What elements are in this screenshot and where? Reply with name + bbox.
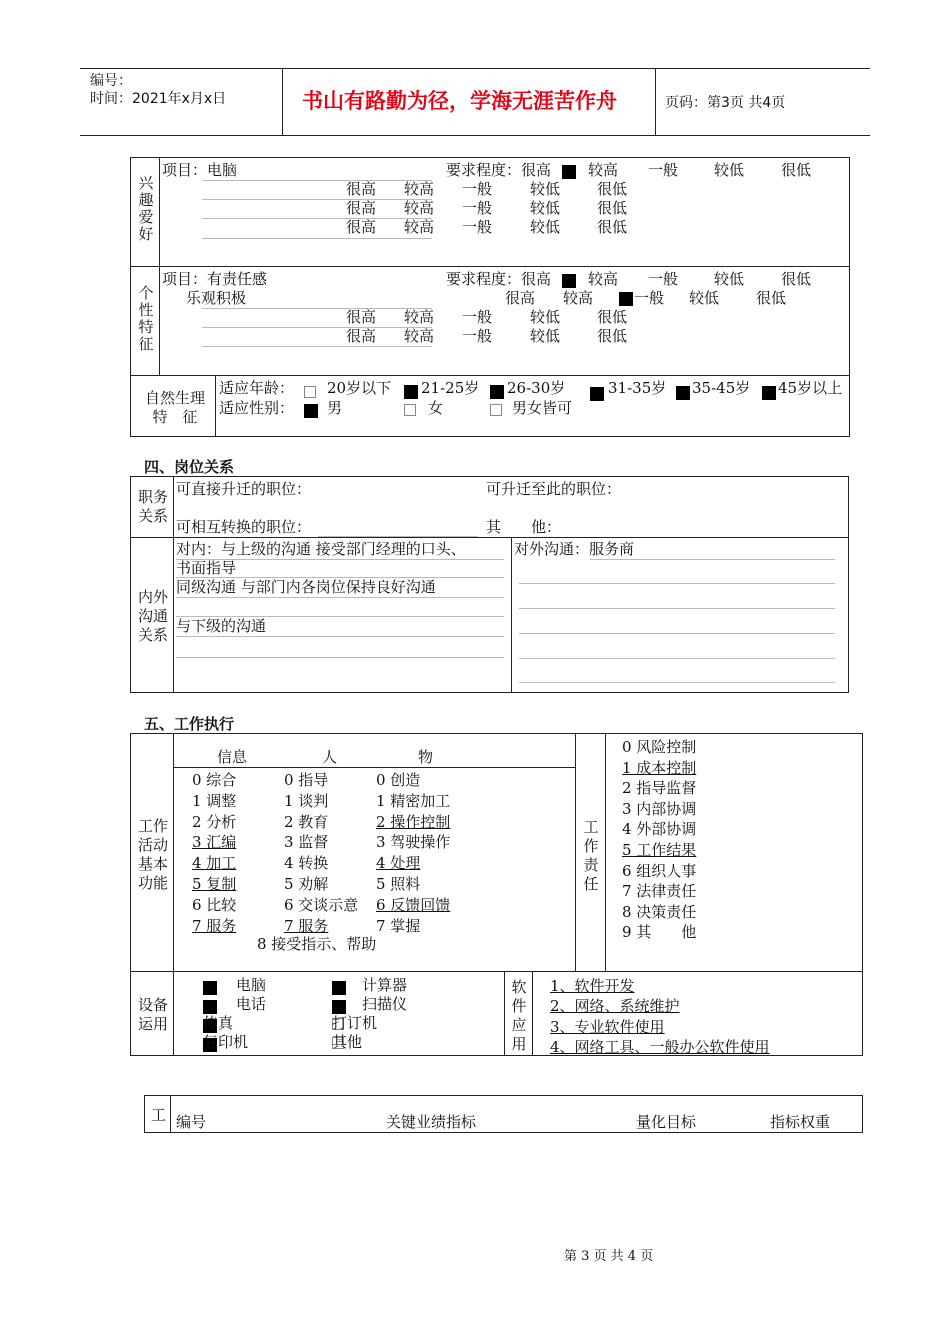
interest-row1-lower: 较低	[530, 180, 561, 198]
interest-row1-high: 很高	[346, 180, 377, 198]
equip-checkbox-phone[interactable]	[203, 1000, 217, 1014]
personality-req-label: 要求程度：很高	[446, 270, 552, 288]
info-item: 1 调整	[192, 791, 237, 810]
equip-scanner: 扫描仪	[362, 995, 408, 1013]
info-item: 6 比较	[192, 895, 237, 914]
interest-level-low: 很低	[781, 161, 812, 179]
section5-title: 五、工作执行	[144, 715, 235, 733]
interest-row1-higher: 较高	[404, 180, 435, 198]
kpi-header-weight: 指标权重	[770, 1113, 831, 1131]
interest-row3-higher: 较高	[404, 218, 435, 236]
section4-title: 四、岗位关系	[144, 458, 235, 476]
resp-side-label: 工作责任	[583, 818, 599, 893]
personality-row3-high: 很高	[346, 308, 377, 326]
equip-checkbox-computer[interactable]	[203, 981, 217, 995]
interest-side-label: 兴趣爱好	[136, 175, 155, 243]
personality-level-medium: 一般	[648, 270, 679, 288]
kpi-header-target: 量化目标	[636, 1113, 697, 1131]
other-label: 其 他：	[486, 518, 562, 536]
personality-level-lower: 较低	[714, 270, 745, 288]
responsibility-list	[622, 737, 696, 943]
interest-row2-medium: 一般	[462, 199, 493, 217]
interest-checkbox-high[interactable]	[562, 165, 576, 179]
sex-label: 适应性别：	[219, 399, 295, 417]
interest-row1-medium: 一般	[462, 180, 493, 198]
equip-calculator: 计算器	[362, 976, 408, 994]
personality-row4-medium: 一般	[462, 327, 493, 345]
comm-side-label: 内外沟通关系	[137, 588, 168, 644]
interest-level-medium: 一般	[648, 161, 679, 179]
kpi-table	[144, 1095, 863, 1133]
equip-phone: 电话	[236, 995, 267, 1013]
personality-row3-low: 很低	[597, 308, 628, 326]
soft-item: 1、软件开发	[550, 977, 635, 995]
age-26-30: 26-30岁	[507, 379, 566, 397]
info-item: 7 服务	[192, 916, 237, 935]
soft-side-label: 软件应用	[511, 978, 527, 1053]
age-checkbox-21-25[interactable]	[404, 385, 418, 399]
personality-level-higher: 较高	[588, 270, 619, 288]
interest-row3-high: 很高	[346, 218, 377, 236]
interest-row2-lower: 较低	[530, 199, 561, 217]
internal-upper-comm: 对内：与上级的沟通 接受部门经理的口头、	[176, 540, 466, 558]
kpi-header-indicator: 关键业绩指标	[386, 1113, 477, 1131]
soft-item: 4、网络工具、一般办公软件使用	[550, 1037, 770, 1056]
info-item: 4 加工	[192, 854, 237, 873]
resp-item: 0 风险控制	[622, 738, 697, 756]
interest-project: 项目：电脑	[162, 161, 238, 179]
sex-checkbox-male[interactable]	[304, 404, 318, 418]
things-item: 7 掌握	[376, 916, 421, 935]
interest-row1-low: 很低	[597, 180, 628, 198]
interest-level-higher: 较高	[588, 161, 619, 179]
sex-either: 男女皆可	[512, 399, 573, 417]
age-checkbox-26-30[interactable]	[490, 385, 504, 399]
personality-item2: 乐观积极	[186, 289, 247, 307]
interest-level-lower: 较低	[714, 161, 745, 179]
age-21-25: 21-25岁	[421, 379, 480, 397]
info-item: 5 复制	[192, 874, 237, 893]
page-number-label: 页码：第3页 共4页	[665, 95, 786, 111]
equip-checkbox-calculator[interactable]	[332, 981, 346, 995]
col-head-people: 人	[322, 748, 338, 766]
info-item: 0 综合	[192, 771, 237, 789]
col-head-things: 物	[418, 748, 434, 766]
people-item: 3 监督	[284, 833, 329, 852]
info-item: 2 分析	[192, 812, 237, 831]
doc-code-label: 编号：	[90, 73, 132, 89]
resp-item: 6 组织人事	[622, 861, 697, 880]
personality-item2-lower: 较低	[689, 289, 720, 307]
equip-stapler: 打订机	[332, 1014, 378, 1032]
age-under20: 20岁以下	[327, 379, 392, 397]
personality-row4-low: 很低	[597, 327, 628, 345]
interest-req-label: 要求程度：很高	[446, 161, 552, 179]
age-over45: 45岁以上	[778, 379, 843, 397]
resp-item: 8 决策责任	[622, 902, 697, 921]
sex-male: 男	[327, 399, 343, 417]
personality-row4-high: 很高	[346, 327, 377, 345]
equip-side-label: 设备运用	[137, 996, 168, 1033]
age-checkbox-35-45[interactable]	[676, 386, 690, 400]
func-side-label: 工作活动基本功能	[137, 817, 168, 892]
age-checkbox-over45[interactable]	[762, 386, 776, 400]
soft-item: 2、网络、系统维护	[550, 997, 680, 1016]
header-motto: 书山有路勤为径，学海无涯苦作舟	[302, 89, 617, 113]
personality-row4-lower: 较低	[530, 327, 561, 345]
equip-checkbox-scanner[interactable]	[332, 1000, 346, 1014]
personality-row3-lower: 较低	[530, 308, 561, 326]
people-item: 4 转换	[284, 854, 329, 873]
info-item: 3 汇编	[192, 833, 237, 852]
things-item: 4 处理	[376, 854, 421, 873]
age-31-35: 31-35岁	[608, 379, 667, 397]
lower-comm: 与下级的沟通	[176, 617, 267, 635]
resp-item: 2 指导监督	[622, 779, 697, 798]
resp-item: 4 外部协调	[622, 820, 697, 839]
interest-row2-higher: 较高	[404, 199, 435, 217]
sex-female: 女	[428, 399, 444, 417]
interest-row3-medium: 一般	[462, 218, 493, 236]
age-35-45: 35-45岁	[692, 379, 751, 397]
people-functions	[284, 770, 358, 936]
resp-item: 1 成本控制	[622, 758, 697, 777]
equip-fax: 传真	[203, 1014, 234, 1032]
personality-row3-medium: 一般	[462, 308, 493, 326]
age-checkbox-31-35[interactable]	[590, 387, 604, 401]
peer-comm: 同级沟通 与部门内各岗位保持良好沟通	[176, 578, 436, 596]
people-item: 1 谈判	[284, 791, 329, 810]
extra-function: 8 接受指示、帮助	[257, 935, 377, 953]
page-footer: 第 3 页 共 4 页	[564, 1249, 654, 1264]
promote-from-label: 可升迁至此的职位：	[486, 480, 622, 498]
people-item: 2 教育	[284, 812, 329, 831]
external-comm: 对外沟通：服务商	[514, 540, 635, 558]
transfer-label: 可相互转换的职位：	[176, 518, 312, 536]
things-item: 0 创造	[376, 771, 421, 789]
personality-checkbox-high[interactable]	[562, 274, 576, 288]
interest-row3-low: 很低	[597, 218, 628, 236]
interest-row3-lower: 较低	[530, 218, 561, 236]
personality-item2-medium: 一般	[634, 289, 665, 307]
personality-side-label: 个性特征	[136, 285, 155, 353]
personality-row4-higher: 较高	[404, 327, 435, 345]
resp-item: 7 法律责任	[622, 882, 697, 901]
people-item: 6 交谈示意	[284, 895, 359, 914]
personality-item2-higher: 较高	[563, 289, 594, 307]
equip-copier: 复印机	[203, 1033, 249, 1051]
info-functions	[192, 770, 272, 936]
sex-checkbox-either[interactable]	[490, 404, 502, 416]
interest-row2-high: 很高	[346, 199, 377, 217]
natural-side-label: 自然生理特 征	[144, 389, 205, 426]
age-label: 适应年龄：	[219, 379, 295, 397]
soft-item: 3、专业软件使用	[550, 1017, 665, 1036]
personality-project: 项目：有责任感	[162, 270, 268, 288]
personality-item2-low: 很低	[756, 289, 787, 307]
software-list	[550, 976, 770, 1057]
things-item: 3 驾驶操作	[376, 833, 451, 852]
internal-upper-comm-cont: 书面指导	[176, 559, 237, 577]
doc-time-label: 时间：2021年x月x日	[90, 91, 227, 107]
duty-side-label: 职务关系	[137, 488, 168, 525]
people-item: 5 劝解	[284, 874, 329, 893]
kpi-header-code: 编号	[176, 1113, 207, 1131]
people-item: 0 指导	[284, 771, 329, 789]
personality-item2-high: 很高	[505, 289, 536, 307]
sex-checkbox-female[interactable]	[404, 404, 416, 416]
people-item: 7 服务	[284, 916, 329, 935]
things-functions	[376, 770, 450, 936]
resp-item: 5 工作结果	[622, 840, 697, 859]
age-checkbox-under20[interactable]	[304, 386, 316, 398]
things-item: 6 反馈回馈	[376, 895, 451, 914]
equip-computer: 电脑	[236, 976, 267, 994]
resp-item: 3 内部协调	[622, 799, 697, 818]
promote-direct-label: 可直接升迁的职位：	[176, 480, 312, 498]
things-item: 2 操作控制	[376, 812, 451, 831]
kpi-side-label: 工	[151, 1106, 167, 1124]
personality-item2-checkbox-medium[interactable]	[619, 292, 633, 306]
things-item: 5 照料	[376, 874, 421, 893]
personality-level-low: 很低	[781, 270, 812, 288]
resp-item: 9 其 他	[622, 923, 697, 942]
equip-other: 其他	[332, 1033, 363, 1051]
personality-row3-higher: 较高	[404, 308, 435, 326]
col-head-info: 信息	[217, 748, 248, 766]
things-item: 1 精密加工	[376, 791, 451, 810]
interest-row2-low: 很低	[597, 199, 628, 217]
